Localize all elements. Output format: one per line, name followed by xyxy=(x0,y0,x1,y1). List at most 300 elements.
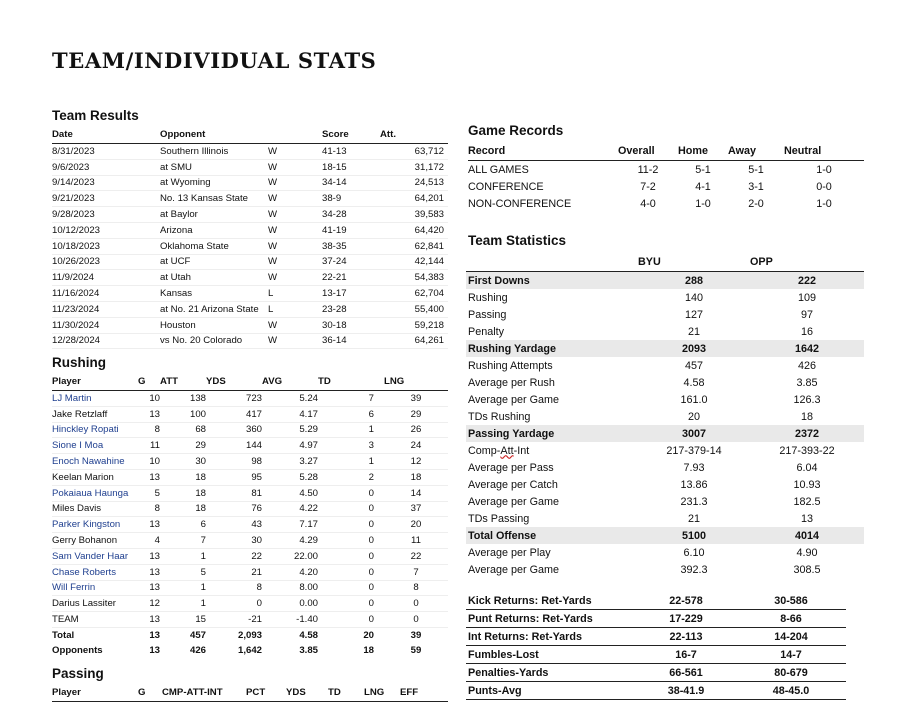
rushing-g-cell: 8 xyxy=(138,422,160,438)
rushing-yds-cell: 21 xyxy=(206,564,262,580)
rushing-att-cell: 29 xyxy=(160,438,206,454)
summary-opp: 14-7 xyxy=(736,646,846,664)
result-opponent-cell: Arizona xyxy=(160,222,268,238)
col-header-td: TD xyxy=(318,373,374,391)
result-opponent-cell: at SMU xyxy=(160,159,268,175)
rushing-td-cell: 3 xyxy=(318,438,374,454)
result-opponent-cell: at Utah xyxy=(160,270,268,286)
stat-byu: 161.0 xyxy=(680,393,708,406)
stat-label: TDs Rushing xyxy=(468,410,531,423)
result-score-cell: 13-17 xyxy=(322,286,380,302)
summary-label: Kick Returns: Ret-Yards xyxy=(466,592,636,610)
stat-row xyxy=(466,289,864,306)
result-opponent-cell: Houston xyxy=(160,317,268,333)
stat-group-row xyxy=(466,272,864,290)
stat-group-opp: 4014 xyxy=(750,527,864,544)
rushing-td-cell: 2 xyxy=(318,469,374,485)
rushing-att-cell: 18 xyxy=(160,469,206,485)
summary-byu: 17-229 xyxy=(636,610,736,628)
record-record-cell: ALL GAMES xyxy=(468,163,529,176)
col-header-yds: YDS xyxy=(286,684,328,702)
result-score-cell: 34-14 xyxy=(322,175,380,191)
player-link[interactable]: Parker Kingston xyxy=(52,517,138,533)
table-row xyxy=(468,195,864,212)
rushing-yds-cell: 81 xyxy=(206,485,262,501)
summary-byu: 22-578 xyxy=(636,592,736,610)
stat-label: Penalty xyxy=(468,325,505,338)
stat-group-byu: 288 xyxy=(638,272,750,290)
table-row xyxy=(52,391,448,407)
result-result-cell: W xyxy=(268,175,322,191)
table-row xyxy=(52,175,448,191)
rushing-avg-cell: 5.29 xyxy=(262,422,318,438)
summary-label: Fumbles-Lost xyxy=(466,646,636,664)
rushing-yds-cell: 30 xyxy=(206,533,262,549)
rushing-g-cell: 13 xyxy=(138,469,160,485)
rushing-total-td-cell: 20 xyxy=(318,627,374,643)
summary-row xyxy=(466,682,846,700)
rushing-avg-cell: 8.00 xyxy=(262,580,318,596)
rushing-yds-cell: 22 xyxy=(206,548,262,564)
player-link[interactable]: Pokaiaua Haunga xyxy=(52,485,138,501)
rushing-td-cell: 1 xyxy=(318,454,374,470)
rushing-lng-cell: 37 xyxy=(374,501,448,517)
result-opponent-cell: No. 13 Kansas State xyxy=(160,191,268,207)
summary-row xyxy=(466,592,846,610)
result-result-cell: W xyxy=(268,333,322,349)
col-header-neutral: Neutral xyxy=(784,141,864,161)
table-row xyxy=(52,533,448,549)
player-link[interactable]: Sione I Moa xyxy=(52,438,138,454)
result-result-cell: W xyxy=(268,191,322,207)
col-header-g: G xyxy=(138,373,160,391)
stat-row xyxy=(466,323,864,340)
rushing-lng-cell: 11 xyxy=(374,533,448,549)
result-attendance-cell: 42,144 xyxy=(380,254,448,270)
rushing-att-cell: 7 xyxy=(160,533,206,549)
stat-group-byu: 3007 xyxy=(638,425,750,442)
stat-label: Average per Game xyxy=(468,393,560,406)
stat-opp: 109 xyxy=(797,291,816,304)
stat-byu: 231.3 xyxy=(680,495,708,508)
col-header-yds: YDS xyxy=(206,373,262,391)
rushing-total-att-cell: 457 xyxy=(160,627,206,643)
table-row xyxy=(52,406,448,422)
rushing-table xyxy=(52,373,448,658)
rushing-yds-cell: 360 xyxy=(206,422,262,438)
stat-label: Rushing xyxy=(468,291,508,304)
record-away-cell: 3-1 xyxy=(748,180,764,193)
stat-byu: 140 xyxy=(684,291,703,304)
stat-row xyxy=(466,476,864,493)
stat-byu: 13.86 xyxy=(680,478,708,491)
rushing-yds-cell: 76 xyxy=(206,501,262,517)
result-opponent-cell: at No. 21 Arizona State xyxy=(160,301,268,317)
result-opponent-cell: Southern Illinois xyxy=(160,144,268,160)
table-row xyxy=(52,286,448,302)
rushing-total-yds-cell: 1,642 xyxy=(237,644,262,656)
table-row xyxy=(52,485,448,501)
result-date-cell: 10/26/2023 xyxy=(52,254,160,270)
stat-opp: 308.5 xyxy=(793,563,821,576)
table-row xyxy=(52,238,448,254)
result-date-cell: 11/23/2024 xyxy=(52,301,160,317)
rushing-yds-cell: 8 xyxy=(206,580,262,596)
result-attendance-cell: 64,261 xyxy=(380,333,448,349)
rushing-avg-cell: 4.20 xyxy=(262,564,318,580)
stat-row xyxy=(466,306,864,323)
rushing-g-cell: 5 xyxy=(138,485,160,501)
rushing-att-cell: 1 xyxy=(160,580,206,596)
rushing-avg-cell: 3.27 xyxy=(262,454,318,470)
rushing-lng-cell: 14 xyxy=(374,485,448,501)
table-row xyxy=(52,317,448,333)
stat-byu: 6.10 xyxy=(683,546,705,559)
rushing-lng-cell: 24 xyxy=(374,438,448,454)
result-opponent-cell: vs No. 20 Colorado xyxy=(160,333,268,349)
table-row xyxy=(52,438,448,454)
player-link[interactable]: Chase Roberts xyxy=(52,564,138,580)
rushing-lng-cell: 0 xyxy=(374,596,448,612)
table-row xyxy=(468,178,864,195)
rushing-yds-cell: 0 xyxy=(206,596,262,612)
table-row xyxy=(52,612,448,628)
record-home-cell: 1-0 xyxy=(695,197,711,210)
table-row xyxy=(52,270,448,286)
result-score-cell: 41-13 xyxy=(322,144,380,160)
rushing-td-cell: 1 xyxy=(318,422,374,438)
result-score-cell: 36-14 xyxy=(322,333,380,349)
spellcheck-mark: Att xyxy=(500,444,514,457)
result-attendance-cell: 63,712 xyxy=(380,144,448,160)
rushing-lng-cell: 12 xyxy=(374,454,448,470)
col-header-opponent: Opponent xyxy=(160,126,268,144)
rushing-g-cell: 12 xyxy=(138,596,160,612)
col-header-byu: BYU xyxy=(638,252,750,272)
player-link[interactable]: Hinckley Ropati xyxy=(52,422,138,438)
summary-byu: 22-113 xyxy=(636,628,736,646)
summary-opp: 80-679 xyxy=(736,664,846,682)
stat-label: Average per Catch xyxy=(468,478,558,491)
table-row xyxy=(52,159,448,175)
rushing-yds-cell: 144 xyxy=(206,438,262,454)
result-date-cell: 11/16/2024 xyxy=(52,286,160,302)
table-row xyxy=(52,517,448,533)
rushing-yds-cell: 417 xyxy=(206,406,262,422)
rushing-lng-cell: 26 xyxy=(374,422,448,438)
col-header-date: Date xyxy=(52,126,160,144)
summary-opp: 48-45.0 xyxy=(736,682,846,700)
stat-opp: 6.04 xyxy=(796,461,818,474)
rushing-total-g-cell: 13 xyxy=(149,644,160,656)
stat-label: Average per Game xyxy=(468,563,560,576)
player-link[interactable]: Will Ferrin xyxy=(52,580,138,596)
result-opponent-cell: at UCF xyxy=(160,254,268,270)
rushing-total-yds-cell: 2,093 xyxy=(206,627,262,643)
stat-opp: 10.93 xyxy=(793,478,821,491)
rushing-g-cell: 13 xyxy=(138,406,160,422)
rushing-lng-cell: 39 xyxy=(374,391,448,407)
col-header-avg: AVG xyxy=(262,373,318,391)
stat-group-byu: 5100 xyxy=(638,527,750,544)
result-result-cell: W xyxy=(268,159,322,175)
rushing-avg-cell: 22.00 xyxy=(262,548,318,564)
rushing-g-cell: 11 xyxy=(138,438,160,454)
team-results-heading: Team Results xyxy=(52,108,139,123)
team-statistics-heading: Team Statistics xyxy=(468,233,567,248)
result-score-cell: 22-21 xyxy=(322,270,380,286)
stat-byu: 217-379-14 xyxy=(666,444,722,457)
result-attendance-cell: 62,704 xyxy=(380,286,448,302)
stat-opp: 4.90 xyxy=(796,546,818,559)
stat-group-row xyxy=(466,527,864,544)
stat-group-row xyxy=(466,340,864,357)
record-home-cell: 5-1 xyxy=(695,163,711,176)
summary-opp: 14-204 xyxy=(736,628,846,646)
stat-row xyxy=(466,544,864,561)
rushing-yds-cell: -21 xyxy=(206,612,262,628)
rushing-td-cell: 0 xyxy=(318,612,374,628)
table-row xyxy=(52,301,448,317)
rushing-att-cell: 68 xyxy=(160,422,206,438)
stat-byu: 392.3 xyxy=(680,563,708,576)
result-result-cell: W xyxy=(268,270,322,286)
rushing-g-cell: 13 xyxy=(138,580,160,596)
record-neutral-cell: 1-0 xyxy=(816,197,832,210)
record-overall-cell: 4-0 xyxy=(640,197,656,210)
stat-group-label: First Downs xyxy=(466,272,638,290)
rushing-att-cell: 5 xyxy=(160,564,206,580)
stat-label: Average per Pass xyxy=(468,461,554,474)
stat-row xyxy=(466,442,864,459)
rushing-avg-cell: 4.22 xyxy=(262,501,318,517)
record-overall-cell: 11-2 xyxy=(637,163,659,176)
table-row xyxy=(52,254,448,270)
result-result-cell: W xyxy=(268,317,322,333)
col-header-cmp-att-int: CMP-ATT-INT xyxy=(162,684,246,702)
rushing-g-cell: 13 xyxy=(138,612,160,628)
rushing-g-cell: 10 xyxy=(138,391,160,407)
page-title: TEAM/INDIVIDUAL STATS xyxy=(52,48,377,73)
stat-label: Rushing Attempts xyxy=(468,359,553,372)
rushing-g-cell: 13 xyxy=(138,517,160,533)
stat-group-label: Total Offense xyxy=(466,527,638,544)
col-header-record: Record xyxy=(468,141,618,161)
table-row xyxy=(52,144,448,160)
stat-opp: 426 xyxy=(797,359,816,372)
stat-opp: 18 xyxy=(800,410,813,423)
game-records-table xyxy=(468,141,864,212)
rushing-lng-cell: 22 xyxy=(374,548,448,564)
stat-label: Average per Play xyxy=(468,546,551,559)
stat-row xyxy=(466,408,864,425)
summary-label: Punts-Avg xyxy=(466,682,636,700)
rushing-player-cell: TEAM xyxy=(52,612,138,628)
table-row xyxy=(52,548,448,564)
col-header-att: ATT xyxy=(160,373,206,391)
result-attendance-cell: 54,383 xyxy=(380,270,448,286)
result-date-cell: 12/28/2024 xyxy=(52,333,160,349)
stat-row xyxy=(466,493,864,510)
result-date-cell: 10/18/2023 xyxy=(52,238,160,254)
result-result-cell: L xyxy=(268,301,322,317)
rushing-avg-cell: 7.17 xyxy=(262,517,318,533)
stat-opp: 13 xyxy=(800,512,813,525)
result-attendance-cell: 55,400 xyxy=(380,301,448,317)
rushing-g-cell: 8 xyxy=(138,501,160,517)
rushing-td-cell: 0 xyxy=(318,501,374,517)
result-attendance-cell: 59,218 xyxy=(380,317,448,333)
rushing-lng-cell: 0 xyxy=(374,612,448,628)
col-header-stat xyxy=(466,252,638,272)
result-date-cell: 9/14/2023 xyxy=(52,175,160,191)
col-header-lng: LNG xyxy=(364,684,400,702)
result-result-cell: L xyxy=(268,286,322,302)
rushing-total-lng-cell: 59 xyxy=(410,644,422,656)
rushing-avg-cell: 0.00 xyxy=(262,596,318,612)
player-link[interactable]: Enoch Nawahine xyxy=(52,454,138,470)
stat-byu: 7.93 xyxy=(683,461,705,474)
result-date-cell: 10/12/2023 xyxy=(52,222,160,238)
rushing-lng-cell: 29 xyxy=(374,406,448,422)
rushing-att-cell: 6 xyxy=(160,517,206,533)
stat-opp: 97 xyxy=(800,308,813,321)
rushing-lng-cell: 20 xyxy=(374,517,448,533)
col-header-away: Away xyxy=(728,141,784,161)
result-score-cell: 38-35 xyxy=(322,238,380,254)
rushing-avg-cell: -1.40 xyxy=(262,612,318,628)
rushing-att-cell: 30 xyxy=(160,454,206,470)
result-attendance-cell: 64,201 xyxy=(380,191,448,207)
stat-byu: 127 xyxy=(684,308,703,321)
table-row xyxy=(52,222,448,238)
result-result-cell: W xyxy=(268,144,322,160)
table-row xyxy=(52,501,448,517)
player-link[interactable]: LJ Martin xyxy=(52,391,138,407)
table-row xyxy=(52,422,448,438)
result-opponent-cell: Kansas xyxy=(160,286,268,302)
table-row xyxy=(52,207,448,223)
result-score-cell: 30-18 xyxy=(322,317,380,333)
rushing-td-cell: 0 xyxy=(318,517,374,533)
rushing-lng-cell: 18 xyxy=(374,469,448,485)
table-row xyxy=(52,596,448,612)
stat-opp: 182.5 xyxy=(793,495,821,508)
stat-row xyxy=(466,374,864,391)
rushing-total-att-cell: 426 xyxy=(189,644,206,656)
result-score-cell: 34-28 xyxy=(322,207,380,223)
rushing-td-cell: 6 xyxy=(318,406,374,422)
team-summary-table xyxy=(466,592,846,700)
col-header-g: G xyxy=(138,684,162,702)
rushing-lng-cell: 8 xyxy=(374,580,448,596)
rushing-att-cell: 1 xyxy=(160,596,206,612)
stat-byu: 20 xyxy=(687,410,700,423)
stat-row xyxy=(466,357,864,374)
stat-row xyxy=(466,391,864,408)
stat-row xyxy=(466,510,864,527)
rushing-td-cell: 0 xyxy=(318,564,374,580)
col-header-score: Score xyxy=(322,126,380,144)
stat-label: Average per Rush xyxy=(468,376,555,389)
result-score-cell: 23-28 xyxy=(322,301,380,317)
stat-byu: 21 xyxy=(687,512,700,525)
table-row xyxy=(52,191,448,207)
result-date-cell: 9/21/2023 xyxy=(52,191,160,207)
summary-row xyxy=(466,664,846,682)
col-header-player: Player xyxy=(52,684,138,702)
stat-byu: 4.58 xyxy=(683,376,705,389)
summary-opp: 8-66 xyxy=(736,610,846,628)
rushing-yds-cell: 98 xyxy=(206,454,262,470)
rushing-player-cell: Keelan Marion xyxy=(52,469,138,485)
rushing-total-avg-cell: 3.85 xyxy=(299,644,318,656)
stat-group-opp: 222 xyxy=(750,272,864,290)
stat-opp: 126.3 xyxy=(793,393,821,406)
stat-label: Comp-Att-Int xyxy=(468,444,530,457)
rushing-player-cell: Darius Lassiter xyxy=(52,596,138,612)
rushing-total-player-cell: Opponents xyxy=(52,644,103,656)
rushing-g-cell: 13 xyxy=(138,564,160,580)
result-score-cell: 41-19 xyxy=(322,222,380,238)
table-row xyxy=(52,454,448,470)
rushing-g-cell: 4 xyxy=(138,533,160,549)
stat-byu: 457 xyxy=(684,359,703,372)
rushing-avg-cell: 4.97 xyxy=(262,438,318,454)
rushing-heading: Rushing xyxy=(52,355,106,370)
summary-label: Int Returns: Ret-Yards xyxy=(466,628,636,646)
player-link[interactable]: Sam Vander Haar xyxy=(52,548,138,564)
result-attendance-cell: 39,583 xyxy=(380,207,448,223)
table-row xyxy=(52,333,448,349)
rushing-att-cell: 18 xyxy=(160,501,206,517)
rushing-avg-cell: 5.28 xyxy=(262,469,318,485)
record-away-cell: 5-1 xyxy=(748,163,764,176)
table-row xyxy=(468,161,864,179)
stat-row xyxy=(466,561,864,578)
stat-group-row xyxy=(466,425,864,442)
result-result-cell: W xyxy=(268,254,322,270)
summary-opp: 30-586 xyxy=(736,592,846,610)
col-header-lng: LNG xyxy=(374,373,448,391)
rushing-opponents-row xyxy=(52,643,448,658)
result-attendance-cell: 31,172 xyxy=(380,159,448,175)
record-home-cell: 4-1 xyxy=(695,180,711,193)
result-attendance-cell: 24,513 xyxy=(380,175,448,191)
rushing-yds-cell: 723 xyxy=(206,391,262,407)
stat-label: Average per Game xyxy=(468,495,560,508)
summary-byu: 66-561 xyxy=(636,664,736,682)
result-date-cell: 9/28/2023 xyxy=(52,207,160,223)
rushing-att-cell: 15 xyxy=(160,612,206,628)
rushing-total-g-cell: 13 xyxy=(138,627,160,643)
record-record-cell: NON-CONFERENCE xyxy=(468,197,572,210)
rushing-td-cell: 7 xyxy=(318,391,374,407)
rushing-td-cell: 0 xyxy=(318,580,374,596)
rushing-avg-cell: 4.50 xyxy=(262,485,318,501)
result-attendance-cell: 62,841 xyxy=(380,238,448,254)
stat-group-byu: 2093 xyxy=(638,340,750,357)
rushing-td-cell: 0 xyxy=(318,596,374,612)
rushing-g-cell: 10 xyxy=(138,454,160,470)
col-header-eff: EFF xyxy=(400,684,448,702)
rushing-lng-cell: 7 xyxy=(374,564,448,580)
stat-opp: 16 xyxy=(800,325,813,338)
table-row xyxy=(52,564,448,580)
stat-group-label: Rushing Yardage xyxy=(466,340,638,357)
stat-opp: 217-393-22 xyxy=(779,444,835,457)
col-header-opp: OPP xyxy=(750,252,864,272)
